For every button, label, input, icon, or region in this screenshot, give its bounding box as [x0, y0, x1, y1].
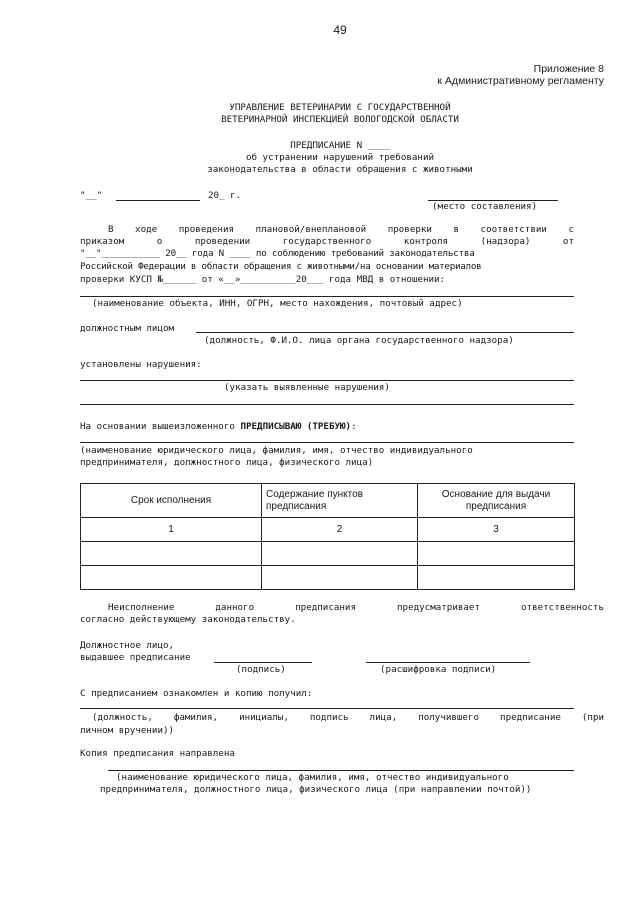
official-caption: (должность, Ф.И.О. лица органа государственного надзора)	[204, 335, 514, 346]
intro-line-3: "__"___________ 20__ года N ____ по соблюдению требований законодательства	[80, 248, 475, 259]
prescribe-caption-2: предпринимателя, должностного лица, физического лица)	[80, 457, 374, 468]
intro-line-2: приказом о проведении государственного контроля (надзора) от	[80, 236, 574, 247]
page-number: 49	[333, 23, 347, 37]
prescribe-suffix: :	[351, 421, 357, 432]
authority-line-2: ВЕТЕРИНАРНОЙ ИНСПЕКЦИЕЙ ВОЛОГОДСКОЙ ОБЛАСТИ	[221, 114, 459, 125]
signature-caption: (подпись)	[236, 664, 286, 675]
date-year: 20_ г.	[208, 190, 242, 201]
official-label: должностным лицом	[80, 323, 175, 334]
liability-line-2: согласно действующему законодательству.	[80, 614, 296, 625]
table-cell	[262, 566, 418, 590]
authority-line-1: УПРАВЛЕНИЕ ВЕТЕРИНАРИИ С ГОСУДАРСТВЕННОЙ	[229, 102, 451, 113]
violations-label: установлены нарушения:	[80, 359, 202, 370]
official-line	[196, 332, 574, 333]
acknowledged-caption-1: (должность, фамилия, инициалы, подпись лица, получившего предписание (при	[92, 712, 604, 723]
table-row	[81, 542, 575, 566]
acknowledged-label: С предписанием ознакомлен и копию получил:	[80, 688, 313, 699]
header-deadline: Срок исполнения	[81, 484, 262, 518]
prescribe-line	[80, 421, 357, 433]
date-quote: "__"	[80, 190, 103, 201]
copy-sent-label: Копия предписания направлена	[80, 748, 235, 759]
table-cell	[262, 542, 418, 566]
copy-sent-caption-1: (наименование юридического лица, фамилия, имя, отчество индивидуального	[116, 772, 509, 783]
liability-line-1: Неисполнение данного предписания предусматривает ответственность	[108, 602, 604, 613]
prescribe-caption-1: (наименование юридического лица, фамилия, имя, отчество индивидуального	[80, 445, 473, 456]
date-month-line	[116, 200, 200, 201]
signer-label-1: Должностное лицо,	[80, 640, 175, 651]
table-cell	[418, 566, 575, 590]
table-cell	[81, 542, 262, 566]
object-line	[80, 296, 574, 297]
col-number-1: 1	[81, 518, 262, 542]
header-content: Содержание пунктов предписания	[262, 484, 418, 518]
acknowledged-line	[80, 708, 574, 709]
object-caption: (наименование объекта, ИНН, ОГРН, место нахождения, почтовый адрес)	[92, 298, 463, 309]
signature-line	[214, 662, 312, 663]
table-cell	[418, 542, 575, 566]
copy-sent-caption-2: предпринимателя, должностного лица, физического лица (при направлении почтой))	[100, 784, 532, 795]
acknowledged-caption-2: личном вручении))	[80, 725, 175, 736]
intro-line-1: В ходе проведения плановой/внеплановой проверки в соответствии с	[108, 224, 574, 235]
violations-line-1	[80, 380, 574, 381]
table-cell	[81, 566, 262, 590]
table-header-row	[81, 484, 575, 518]
violations-caption: (указать выявленные нарушения)	[224, 382, 390, 393]
signature-decode-line	[366, 662, 530, 663]
prescribe-bold: ПРЕДПИСЫВАЮ (ТРЕБУЮ)	[240, 421, 352, 432]
intro-line-5: проверки КУСП №______ от «__»__________20___ года МВД в отношении:	[80, 274, 446, 285]
signer-label-2: выдавшее предписание	[80, 652, 191, 663]
table-number-row	[81, 518, 575, 542]
intro-line-4: Российской Федерации в области обращения с животными/на основании материалов	[80, 261, 482, 272]
violations-line-2	[80, 404, 574, 405]
appendix-line-1: Приложение 8	[533, 63, 604, 75]
appendix-line-2: к Административному регламенту	[437, 75, 604, 87]
col-number-3: 3	[418, 518, 575, 542]
col-number-2: 2	[262, 518, 418, 542]
copy-sent-line	[108, 770, 574, 771]
prescription-subtitle-1: об устранении нарушений требований	[245, 152, 435, 163]
prescribe-line-underline	[80, 442, 574, 443]
table-row	[81, 566, 575, 590]
prescription-title: ПРЕДПИСАНИЕ N ____	[290, 140, 390, 151]
place-caption: (место составления)	[432, 201, 538, 212]
prescription-table	[80, 483, 575, 590]
header-basis: Основание для выдачи предписания	[418, 484, 575, 518]
signature-decode-caption: (расшифровка подписи)	[380, 664, 497, 675]
prescription-subtitle-2: законодательства в области обращения с животными	[207, 164, 473, 175]
prescribe-prefix: На основании вышеизложенного	[80, 421, 235, 432]
